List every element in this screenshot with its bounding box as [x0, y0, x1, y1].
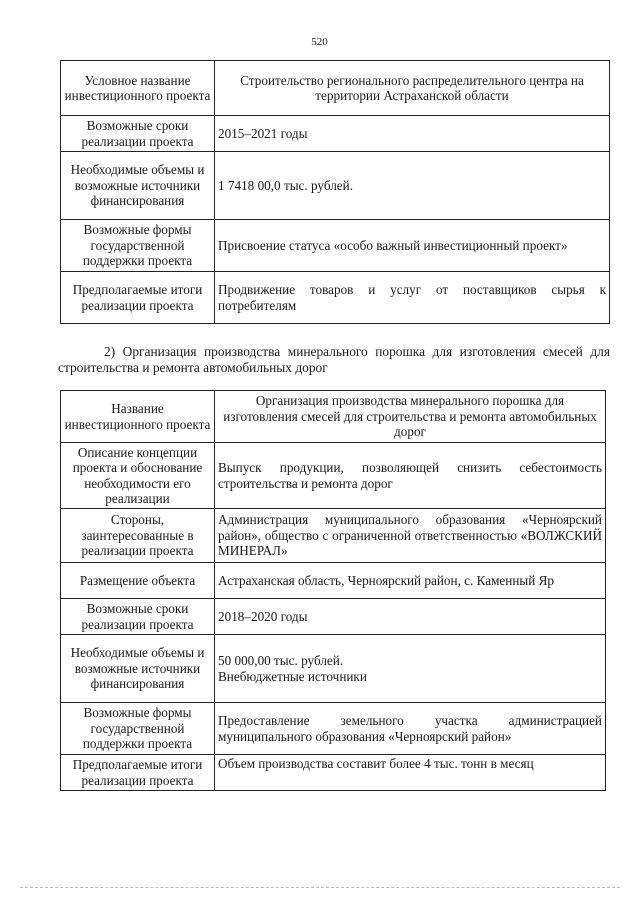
table-row [61, 272, 610, 324]
row-value: Астраханская область, Черноярский район, с. Каменный Яр [215, 563, 606, 599]
table-row [61, 391, 606, 443]
row-value: 2018–2020 годы [215, 599, 606, 635]
table-row [61, 599, 606, 635]
row-label: Возможные сроки реализации проекта [61, 116, 215, 152]
row-value: Администрация муниципального образования «Черноярский район», общество с ограниченной ответственностью «ВОЛЖСКИЙ МИНЕРАЛ» [215, 509, 606, 563]
row-value: Организация производства минерального порошка для изготовления смесей для строительства и ремонта автомобильных дорог [215, 391, 606, 443]
investment-project-table-2 [60, 390, 606, 791]
row-label: Необходимые объемы и возможные источники финансирования [61, 152, 215, 220]
row-label: Возможные сроки реализации проекта [61, 599, 215, 635]
table-row [61, 116, 610, 152]
row-value: Продвижение товаров и услуг от поставщиков сырья к потребителям [215, 272, 610, 324]
row-label: Предполагаемые итоги реализации проекта [61, 272, 215, 324]
row-label: Размещение объекта [61, 563, 215, 599]
section-2-heading-text: 2) Организация производства минерального порошка для изготовления смесей для строительства и ремонта автомобильных дорог [58, 344, 610, 375]
table-row [61, 703, 606, 755]
financing-source: Внебюджетные источники [218, 668, 367, 684]
section-2-heading [58, 344, 610, 376]
row-label: Возможные формы государственной поддержки проекта [61, 703, 215, 755]
row-label: Необходимые объемы и возможные источники финансирования [61, 635, 215, 703]
table-row [61, 563, 606, 599]
row-value: 2015–2021 годы [215, 116, 610, 152]
table-row [61, 220, 610, 272]
row-label: Условное название инвестиционного проекта [61, 61, 215, 116]
table-row [61, 152, 610, 220]
page-number: 520 [311, 36, 328, 48]
row-label: Название инвестиционного проекта [61, 391, 215, 443]
row-label: Возможные формы государственной поддержки проекта [61, 220, 215, 272]
row-value: Присвоение статуса «особо важный инвестиционный проект» [215, 220, 610, 272]
row-label: Описание концепции проекта и обоснование необходимости его реализации [61, 443, 215, 509]
row-value [215, 635, 606, 703]
row-value: Предоставление земельного участка администрацией муниципального образования «Черноярский район» [215, 703, 606, 755]
financing-amount: 50 000,00 тыс. рублей. [218, 653, 344, 668]
bottom-rule [20, 887, 620, 888]
investment-project-table-1 [60, 60, 610, 324]
row-value: Объем производства составит более 4 тыс. тонн в месяц [215, 755, 606, 791]
table-row [61, 443, 606, 509]
row-value: Строительство регионального распределительного центра на территории Астраханской области [215, 61, 610, 116]
row-label: Стороны, заинтересованные в реализации проекта [61, 509, 215, 563]
table-row [61, 61, 610, 116]
table-row [61, 509, 606, 563]
row-value: 1 7418 00,0 тыс. рублей. [215, 152, 610, 220]
table-row [61, 635, 606, 703]
table-row [61, 755, 606, 791]
row-value: Выпуск продукции, позволяющей снизить себестоимость строительства и ремонта дорог [215, 443, 606, 509]
row-label: Предполагаемые итоги реализации проекта [61, 755, 215, 791]
